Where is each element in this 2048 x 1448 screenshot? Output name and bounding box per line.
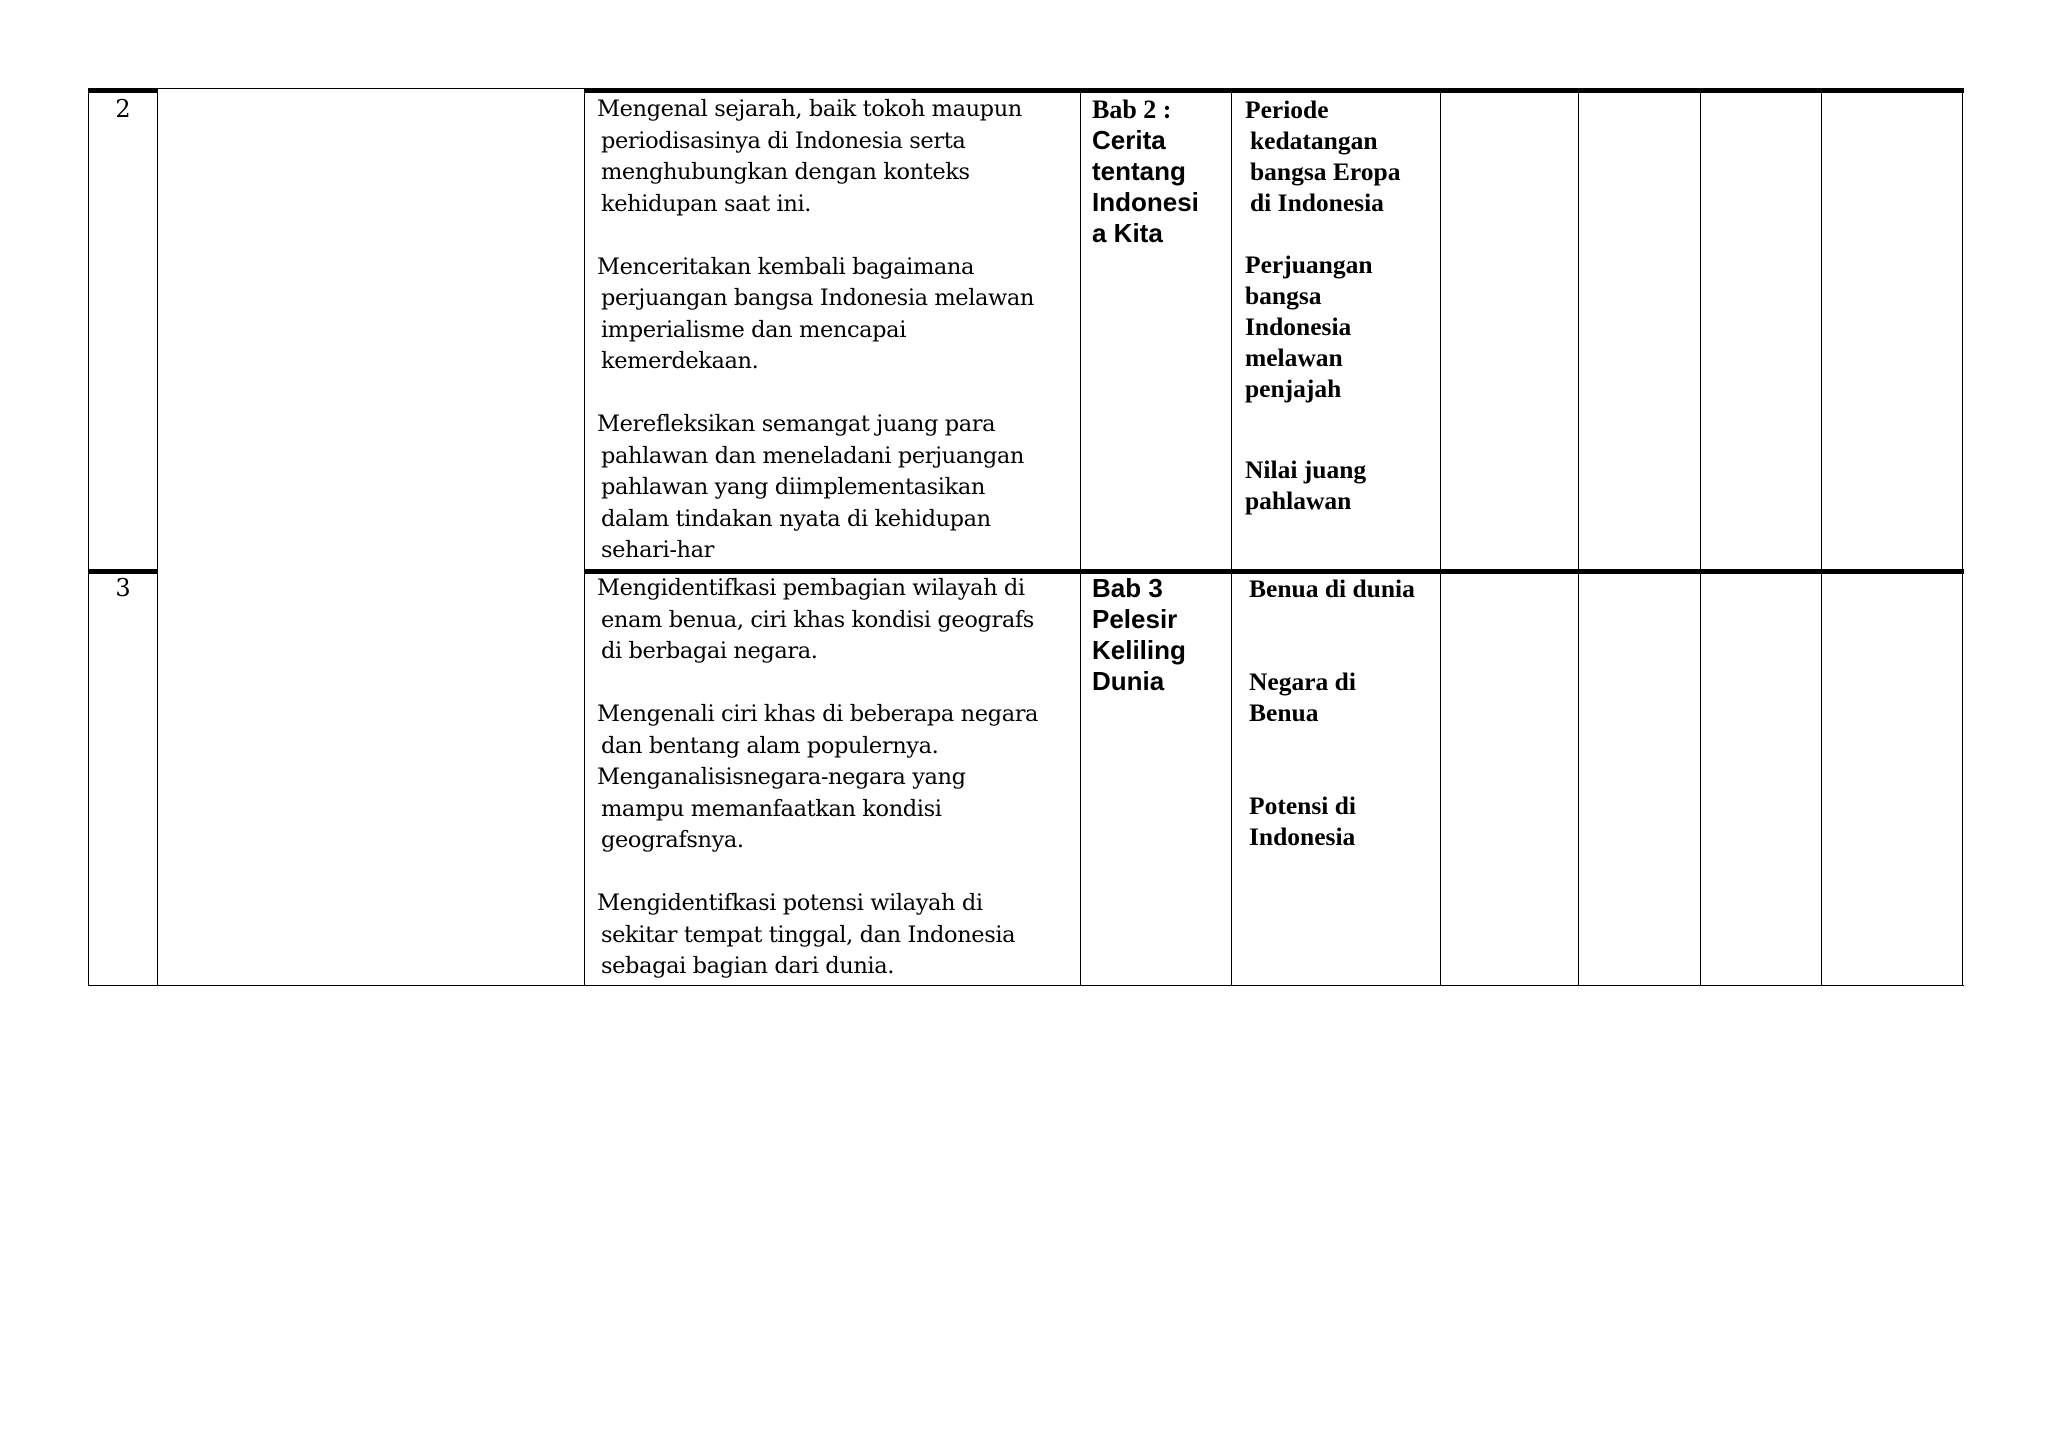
material-line: Indonesia (1245, 312, 1352, 341)
objective-line: Mengenal sejarah, baik tokoh maupun (597, 96, 1022, 122)
learning-objectives-row-3 (597, 573, 1038, 983)
objective-line: sekitar tempat tinggal, dan Indonesia (601, 921, 1016, 948)
table-top-border-num (88, 88, 158, 93)
objective-line: pahlawan yang diimplementasikan (601, 474, 985, 500)
col-line-0 (88, 88, 89, 986)
chapter-prefix: Bab 2 : (1092, 95, 1172, 124)
table-top-border-thick (584, 88, 1964, 93)
material-line: melawan (1245, 343, 1343, 372)
col-line-2 (584, 88, 585, 986)
objective-line: dan bentang alam populernya. (601, 732, 939, 759)
material-line: bangsa (1245, 281, 1322, 310)
row-number: 2 (115, 95, 131, 123)
objective-line: imperialisme dan mencapai (601, 316, 906, 343)
col-line-6 (1578, 88, 1579, 986)
objective-line: Menganalisisnegara-negara yang (597, 764, 966, 790)
material-line: Perjuangan (1245, 250, 1373, 279)
objective-line: Merefleksikan semangat juang para (597, 411, 996, 437)
materials-row-2 (1245, 94, 1445, 516)
material-line: Negara di (1249, 667, 1356, 696)
material-line: penjajah (1245, 374, 1342, 403)
col-line-8 (1821, 88, 1822, 986)
objective-line: mampu memanfaatkan kondisi (601, 795, 942, 822)
row-number: 3 (115, 574, 131, 602)
chapter-line: Bab 3 (1092, 573, 1163, 603)
objective-line: Menceritakan kembali bagaimana (597, 253, 974, 280)
material-line: Benua di dunia (1249, 574, 1415, 603)
chapter-title-row-3 (1092, 573, 1240, 697)
objective-line: pahlawan dan meneladani perjuangan (601, 442, 1024, 469)
objective-line: sebagai bagian dari dunia. (601, 953, 894, 979)
learning-objectives-row-2 (597, 94, 1034, 567)
chapter-line: Dunia (1092, 666, 1165, 696)
material-line: Potensi di (1249, 791, 1356, 820)
objective-line: kemerdekaan. (601, 348, 759, 374)
material-line: Benua (1249, 698, 1319, 727)
chapter-line: Keliling (1092, 635, 1186, 665)
chapter-line: Indonesi (1092, 187, 1199, 217)
chapter-line: tentang (1092, 156, 1186, 186)
objective-line: enam benua, ciri khas kondisi geografs (601, 606, 1034, 633)
chapter-line: Cerita (1092, 125, 1166, 155)
objective-line: periodisasinya di Indonesia serta (601, 127, 966, 154)
material-line: Nilai juang (1245, 455, 1367, 484)
material-line: Periode (1245, 95, 1329, 124)
table-bottom-border (88, 985, 1964, 986)
chapter-line: a Kita (1092, 218, 1163, 248)
material-line: Indonesia (1249, 822, 1356, 851)
material-line: bangsa Eropa (1250, 157, 1401, 186)
objective-line: sehari-har (601, 537, 714, 563)
material-line: pahlawan (1245, 486, 1352, 515)
col-line-3 (1080, 88, 1081, 986)
table-top-border-mid (157, 88, 585, 89)
objective-line: Mengenali ciri khas di beberapa negara (597, 701, 1039, 727)
material-line: di Indonesia (1250, 188, 1384, 217)
col-line-1 (157, 88, 158, 986)
chapter-title-row-2 (1092, 94, 1240, 249)
col-line-7 (1700, 88, 1701, 986)
objective-line: Mengidentifkasi potensi wilayah di (597, 890, 983, 916)
objective-line: geografsnya. (601, 827, 744, 853)
objective-line: menghubungkan dengan konteks (601, 159, 970, 185)
materials-row-3 (1249, 573, 1449, 852)
chapter-line: Pelesir (1092, 604, 1178, 634)
objective-line: di berbagai negara. (601, 638, 818, 664)
col-line-9 (1962, 88, 1963, 986)
objective-line: kehidupan saat ini. (601, 190, 811, 217)
objective-line: dalam tindakan nyata di kehidupan (601, 505, 991, 532)
material-line: kedatangan (1250, 126, 1378, 155)
objective-line: perjuangan bangsa Indonesia melawan (601, 285, 1035, 311)
objective-line: Mengidentifkasi pembagian wilayah di (597, 575, 1025, 601)
